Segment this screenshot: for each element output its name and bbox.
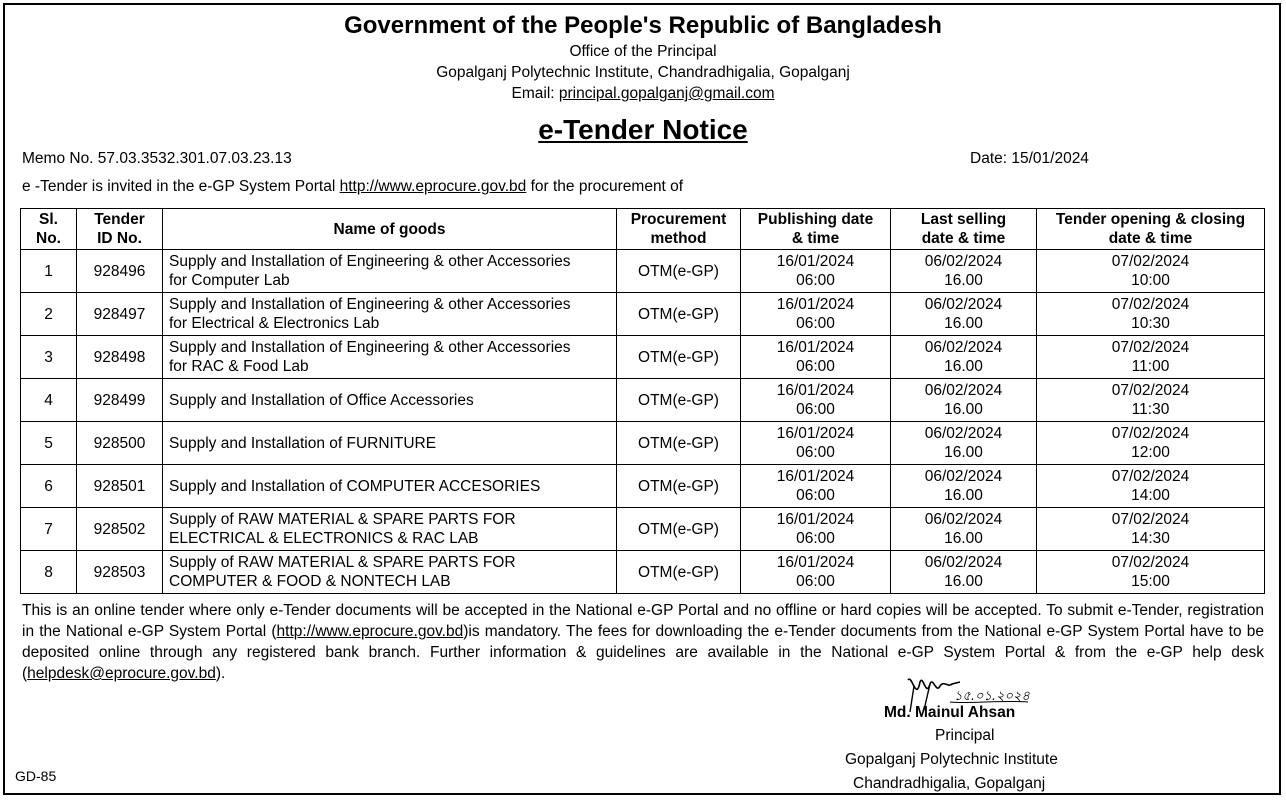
cell-tender-id: 928503 (77, 551, 163, 594)
cell-publishing: 16/01/2024 06:00 (741, 465, 891, 508)
gd-code: GD-85 (15, 768, 57, 784)
notice-title: e-Tender Notice (538, 114, 748, 145)
cell-method: OTM(e-GP) (617, 422, 741, 465)
email-link[interactable]: principal.gopalganj@gmail.com (558, 85, 775, 102)
table-row (21, 508, 1265, 551)
cell-opening-closing: 07/02/2024 15:00 (1037, 551, 1265, 594)
cell-tender-id: 928497 (77, 293, 163, 336)
cell-method: OTM(e-GP) (617, 336, 741, 379)
tender-table (20, 208, 1265, 594)
intro-text-after: for the procurement of (526, 178, 684, 195)
table-header-row (21, 209, 1265, 250)
government-heading: Government of the People's Republic of Bangladesh (344, 12, 942, 39)
cell-goods: Supply and Installation of Engineering & other Accessories for RAC & Food Lab (163, 336, 617, 379)
cell-publishing: 16/01/2024 06:00 (741, 422, 891, 465)
cell-publishing: 16/01/2024 06:00 (741, 250, 891, 293)
intro-line (22, 178, 683, 196)
office-line: Office of the Principal (569, 43, 717, 60)
cell-sl: 2 (21, 293, 77, 336)
header-sl: Sl. No. (21, 209, 77, 250)
signatory-institute: Gopalganj Polytechnic Institute (845, 751, 1058, 768)
cell-tender-id: 928501 (77, 465, 163, 508)
cell-goods: Supply of RAW MATERIAL & SPARE PARTS FOR COMPUTER & FOOD & NONTECH LAB (163, 551, 617, 594)
cell-method: OTM(e-GP) (617, 551, 741, 594)
table-row (21, 293, 1265, 336)
cell-sl: 4 (21, 379, 77, 422)
table-row (21, 465, 1265, 508)
table-row (21, 422, 1265, 465)
notice-date: Date: 15/01/2024 (970, 150, 1089, 167)
cell-sl: 8 (21, 551, 77, 594)
cell-goods: Supply of RAW MATERIAL & SPARE PARTS FOR ELECTRICAL & ELECTRONICS & RAC LAB (163, 508, 617, 551)
email-label: Email: (511, 85, 559, 102)
cell-last-selling: 06/02/2024 16.00 (891, 465, 1037, 508)
cell-last-selling: 06/02/2024 16.00 (891, 336, 1037, 379)
cell-sl: 7 (21, 508, 77, 551)
intro-text-before: e -Tender is invited in the e-GP System Portal (22, 178, 340, 195)
footer-eprocure-link[interactable]: http://www.eprocure.gov.bd (276, 623, 464, 640)
cell-last-selling: 06/02/2024 16.00 (891, 422, 1037, 465)
signatory-designation: Principal (935, 727, 995, 744)
cell-sl: 1 (21, 250, 77, 293)
cell-tender-id: 928496 (77, 250, 163, 293)
cell-opening-closing: 07/02/2024 10:30 (1037, 293, 1265, 336)
cell-publishing: 16/01/2024 06:00 (741, 336, 891, 379)
cell-opening-closing: 07/02/2024 11:30 (1037, 379, 1265, 422)
cell-last-selling: 06/02/2024 16.00 (891, 551, 1037, 594)
table-row (21, 379, 1265, 422)
header-goods: Name of goods (163, 209, 617, 250)
email-line (0, 85, 1286, 103)
header-tender-id: Tender ID No. (77, 209, 163, 250)
footer-paragraph (22, 600, 1264, 684)
cell-publishing: 16/01/2024 06:00 (741, 379, 891, 422)
footer-text-3: ). (215, 665, 226, 682)
header-method: Procurement method (617, 209, 741, 250)
cell-last-selling: 06/02/2024 16.00 (891, 379, 1037, 422)
cell-opening-closing: 07/02/2024 14:30 (1037, 508, 1265, 551)
header-publishing: Publishing date & time (741, 209, 891, 250)
table-row (21, 336, 1265, 379)
cell-publishing: 16/01/2024 06:00 (741, 551, 891, 594)
cell-method: OTM(e-GP) (617, 465, 741, 508)
cell-last-selling: 06/02/2024 16.00 (891, 250, 1037, 293)
cell-publishing: 16/01/2024 06:00 (741, 508, 891, 551)
helpdesk-email-link[interactable]: helpdesk@eprocure.gov.bd (27, 665, 216, 682)
cell-method: OTM(e-GP) (617, 293, 741, 336)
cell-method: OTM(e-GP) (617, 250, 741, 293)
header-opening-closing: Tender opening & closing date & time (1037, 209, 1265, 250)
cell-goods: Supply and Installation of Office Accessories (163, 379, 617, 422)
header-last-selling: Last selling date & time (891, 209, 1037, 250)
signatory-name: Md. Mainul Ahsan (884, 704, 1016, 721)
cell-publishing: 16/01/2024 06:00 (741, 293, 891, 336)
cell-goods: Supply and Installation of Engineering & other Accessories for Computer Lab (163, 250, 617, 293)
cell-sl: 5 (21, 422, 77, 465)
cell-goods: Supply and Installation of COMPUTER ACCESORIES (163, 465, 617, 508)
table-row (21, 250, 1265, 293)
footer-text-1: This is an online tender where only e-Tender documents will be accepted in the National e-GP Portal and no offline or hard copies will be accepted. To submit e-Tender, registration in the National e-GP System Portal ( (22, 602, 1264, 640)
memo-number: Memo No. 57.03.3532.301.07.03.23.13 (22, 150, 292, 167)
cell-tender-id: 928498 (77, 336, 163, 379)
cell-tender-id: 928499 (77, 379, 163, 422)
signatory-address: Chandradhigalia, Gopalganj (853, 775, 1046, 792)
cell-opening-closing: 07/02/2024 12:00 (1037, 422, 1265, 465)
institute-line: Gopalganj Polytechnic Institute, Chandradhigalia, Gopalganj (436, 64, 850, 81)
cell-opening-closing: 07/02/2024 14:00 (1037, 465, 1265, 508)
cell-tender-id: 928502 (77, 508, 163, 551)
cell-goods: Supply and Installation of Engineering & other Accessories for Electrical & Electronics Lab (163, 293, 617, 336)
cell-goods: Supply and Installation of FURNITURE (163, 422, 617, 465)
eprocure-link[interactable]: http://www.eprocure.gov.bd (339, 178, 527, 195)
cell-method: OTM(e-GP) (617, 379, 741, 422)
footer-text-2: )is mandatory. The fees for downloading the e-Tender documents from the National e-GP System Portal have to be deposited online through any registered bank branch. Further information & guidelines are available in the National e-GP System Portal & from the e-GP help desk ( (22, 623, 1264, 682)
cell-opening-closing: 07/02/2024 11:00 (1037, 336, 1265, 379)
handwritten-date: ১৫.০১.২০২৪ (954, 689, 1030, 704)
cell-last-selling: 06/02/2024 16.00 (891, 293, 1037, 336)
cell-last-selling: 06/02/2024 16.00 (891, 508, 1037, 551)
cell-sl: 3 (21, 336, 77, 379)
cell-opening-closing: 07/02/2024 10:00 (1037, 250, 1265, 293)
cell-sl: 6 (21, 465, 77, 508)
cell-method: OTM(e-GP) (617, 508, 741, 551)
cell-tender-id: 928500 (77, 422, 163, 465)
table-row (21, 551, 1265, 594)
